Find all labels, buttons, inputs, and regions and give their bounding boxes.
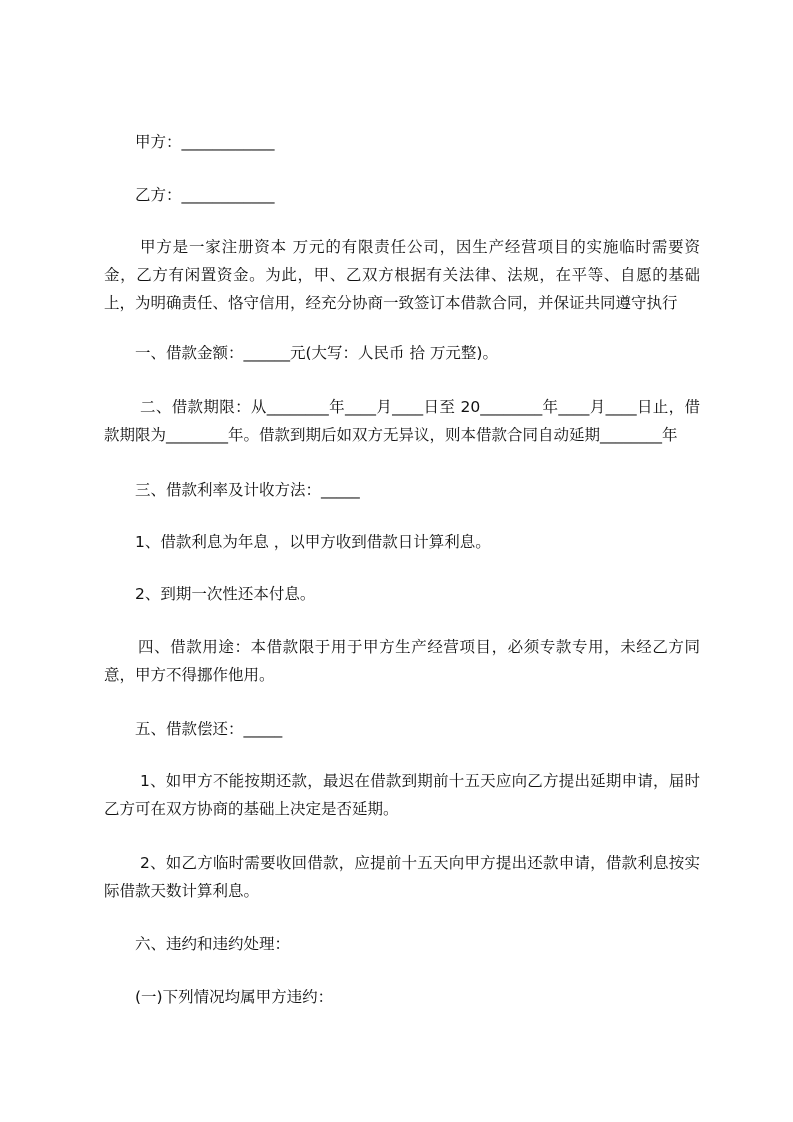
party-a-line: 甲方：____________ <box>135 133 275 151</box>
clause-3-item-1: 1、借款利息为年息 ，以甲方收到借款日计算利息。 <box>135 533 491 551</box>
clause-4-loan-purpose: 四、借款用途：本借款限于用于甲方生产经营项目，必须专款专用，未经乙方同意，甲方不得挪作他用。 <box>104 638 700 684</box>
clause-5-repayment: 五、借款偿还：_____ <box>135 720 283 738</box>
clause-3-item-2: 2、到期一次性还本付息。 <box>135 585 316 603</box>
clause-6-breach: 六、违约和违约处理： <box>135 935 291 953</box>
clause-5-item-1: 1、如甲方不能按期还款，最迟在借款到期前十五天应向乙方提出延期申请，届时乙方可在双方协商的基础上决定是否延期。 <box>104 772 700 818</box>
party-b-line: 乙方：____________ <box>135 186 275 204</box>
clause-5-item-2: 2、如乙方临时需要收回借款，应提前十五天向甲方提出还款申请，借款利息按实际借款天数计算利息。 <box>104 854 700 900</box>
clause-6-item-1: (一)下列情况均属甲方违约： <box>135 988 334 1006</box>
intro-paragraph: 甲方是一家注册资本 万元的有限责任公司，因生产经营项目的实施临时需要资金，乙方有闲置资金。为此，甲、乙双方根据有关法律、法规，在平等、自愿的基础上，为明确责任、恪守信用，经充分协商一致签订本借款合同，并保证共同遵守执行 <box>104 238 700 312</box>
clause-1-loan-amount: 一、借款金额：______元(大写：人民币 拾 万元整)。 <box>135 344 498 362</box>
clause-2-loan-term: 二、借款期限：从________年____月____日至 20________年____月____日止，借款期限为________年。借款到期后如双方无异议，则本借款合同自动延期________年 <box>104 398 700 444</box>
clause-3-interest-rate: 三、借款利率及计收方法：_____ <box>135 481 360 499</box>
